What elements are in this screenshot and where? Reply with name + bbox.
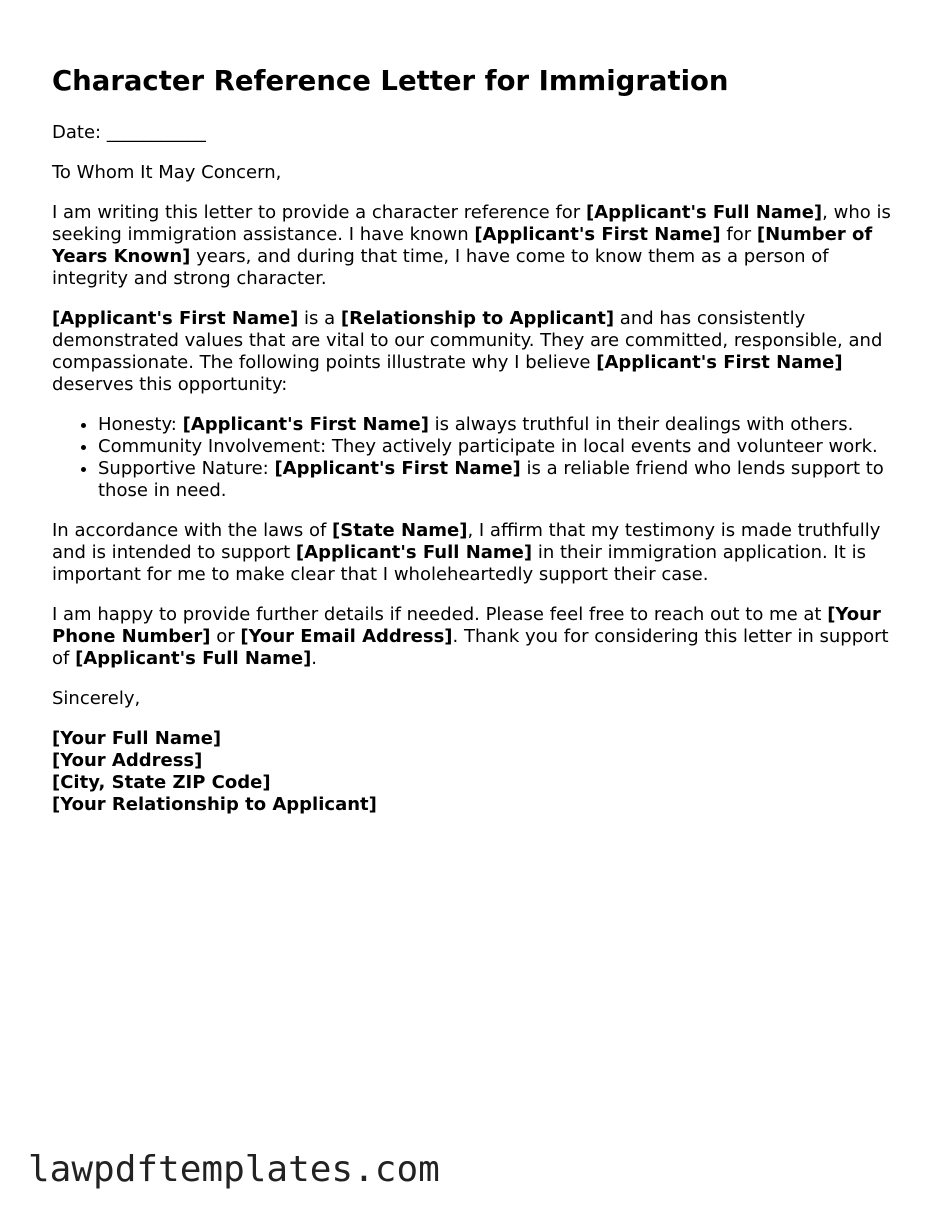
- placeholder-applicant-first-name: [Applicant's First Name]: [52, 308, 299, 329]
- text-span: and has consistently demonstrated values that are vital to our community. They are committed, responsible, and compassionate. The following points illustrate why I believe: [52, 308, 883, 373]
- placeholder-applicant-first-name: [Applicant's First Name]: [474, 224, 721, 245]
- placeholder-applicant-first-name: [Applicant's First Name]: [274, 458, 521, 479]
- bullet-rest: is always truthful in their dealings with others.: [428, 414, 854, 435]
- paragraph-relationship: [52, 308, 902, 396]
- signature-block: [52, 728, 902, 816]
- text-span: I am writing this letter to provide a character reference for: [52, 202, 586, 223]
- date-line: [52, 122, 902, 144]
- qualities-list: [52, 414, 902, 502]
- placeholder-phone-number: [Your Phone Number]: [52, 604, 881, 647]
- closing: Sincerely,: [52, 688, 141, 709]
- salutation: To Whom It May Concern,: [52, 162, 282, 183]
- placeholder-relationship: [Relationship to Applicant]: [340, 308, 615, 329]
- bullet-rest: is a reliable friend who lends support to those in need.: [98, 458, 884, 501]
- list-item: [98, 436, 902, 458]
- letter-page: [52, 62, 902, 816]
- text-span: In accordance with the laws of: [52, 520, 333, 541]
- date-blank: ___________: [106, 122, 206, 143]
- text-span: or: [210, 626, 241, 647]
- text-span: in their immigration application. It is important for me to make clear that I wholeheartedly support their case.: [52, 542, 866, 585]
- signature-relationship: [Your Relationship to Applicant]: [52, 794, 377, 815]
- site-watermark: lawpdftemplates.com: [28, 1149, 440, 1190]
- signature-city: [City, State ZIP Code]: [52, 772, 271, 793]
- placeholder-email-address: [Your Email Address]: [240, 626, 453, 647]
- text-span: . Thank you for considering this letter in support of: [52, 626, 889, 669]
- placeholder-state-name: [State Name]: [332, 520, 468, 541]
- signature-address: [Your Address]: [52, 750, 203, 771]
- list-item: [98, 414, 902, 436]
- placeholder-applicant-first-name: [Applicant's First Name]: [596, 352, 843, 373]
- signature-name: [Your Full Name]: [52, 728, 222, 749]
- date-label: Date:: [52, 122, 102, 143]
- placeholder-years-known: [Number of Years Known]: [52, 224, 873, 267]
- text-span: years, and during that time, I have come to know them as a person of integrity and strong character.: [52, 246, 829, 289]
- placeholder-applicant-full-name: [Applicant's Full Name]: [585, 202, 823, 223]
- bullet-lead: Supportive Nature:: [98, 458, 275, 479]
- placeholder-applicant-first-name: [Applicant's First Name]: [182, 414, 429, 435]
- text-span: , I affirm that my testimony is made truthfully and is intended to support: [52, 520, 881, 563]
- text-span: I am happy to provide further details if needed. Please feel free to reach out to me at: [52, 604, 828, 625]
- text-span: for: [720, 224, 757, 245]
- bullet-lead: Community Involvement: They actively participate in local events and volunteer work.: [98, 436, 878, 457]
- paragraph-affirmation: [52, 520, 902, 586]
- bullet-lead: Honesty:: [98, 414, 183, 435]
- placeholder-applicant-full-name: [Applicant's Full Name]: [75, 648, 312, 669]
- text-span: deserves this opportunity:: [52, 374, 288, 395]
- text-span: is a: [298, 308, 341, 329]
- paragraph-intro: [52, 202, 902, 290]
- text-span: .: [311, 648, 318, 669]
- list-item: [98, 458, 902, 502]
- paragraph-contact: [52, 604, 902, 670]
- document-title: Character Reference Letter for Immigration: [52, 65, 729, 97]
- text-span: , who is seeking immigration assistance. I have known: [52, 202, 891, 245]
- placeholder-applicant-full-name: [Applicant's Full Name]: [295, 542, 533, 563]
